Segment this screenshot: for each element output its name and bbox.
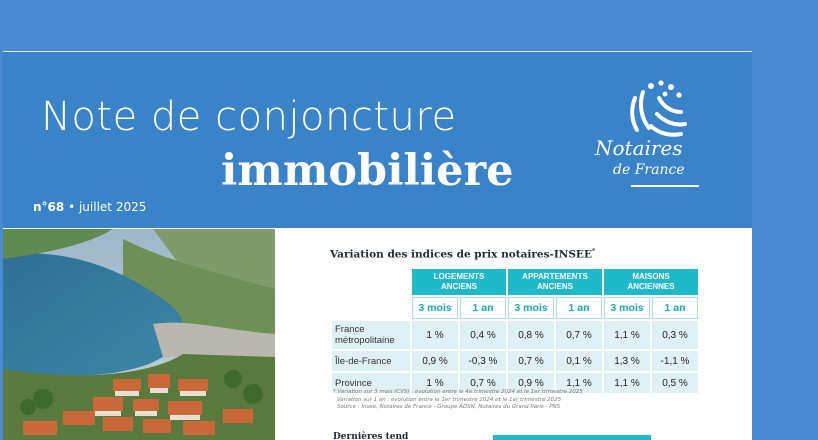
table-cell: 1 % [412, 373, 458, 393]
footnote-3-mois: * Variation sur 3 mois (CVS) : évolution entre le 4e trimestre 2024 et le 1er trimestre 2025 [333, 389, 583, 395]
subheader-3-mois: 3 mois [604, 297, 650, 319]
table-cell: 0,5 % [652, 373, 698, 393]
issue-number: n°68 [33, 200, 65, 214]
subheader-3-mois: 3 mois [508, 297, 554, 319]
price-index-table [330, 267, 700, 395]
table-cell: 1,3 % [604, 351, 650, 371]
group-header-maisons [604, 269, 698, 295]
document-page [3, 51, 752, 440]
table-group-header-row [332, 269, 698, 295]
table-cell: 0,4 % [460, 321, 506, 349]
table-footnotes [333, 389, 583, 412]
table-cell: 0,9 % [508, 373, 554, 393]
subheader-1-an: 1 an [652, 297, 698, 319]
footnote-1-an: Variation sur 1 an : évolution entre le 1er trimestre 2024 et le 1er trimestre 2025 [337, 396, 562, 403]
table-title-text: Variation des indices de prix notaires-INSEE [330, 248, 592, 261]
row-label-ile-de-france: Île-de-France [332, 351, 410, 371]
city-river-photo [3, 229, 275, 440]
row-label-line1: France [335, 324, 365, 335]
footnote-source: Source : Insee, Notaires de France - Groupe ADSN, Notaires du Grand Paris - PNS [337, 404, 561, 410]
row-label-line2: métropolitaine [335, 335, 395, 346]
logo-text-de-france: de France [613, 162, 685, 178]
subheader-1-an: 1 an [556, 297, 602, 319]
group-header-line2: ANCIENNES [627, 282, 675, 291]
table-row [332, 321, 698, 349]
table-cell: 0,1 % [556, 351, 602, 371]
table-cell: 1,1 % [604, 321, 650, 349]
next-section-title: Dernières tend [333, 432, 409, 440]
table-cell: 0,3 % [652, 321, 698, 349]
issue-separator: • [64, 200, 79, 214]
table-cell: 0,8 % [508, 321, 554, 349]
header-banner [3, 51, 752, 228]
group-header-line2: ANCIENS [440, 282, 477, 291]
group-header-line1: MAISONS [632, 272, 670, 281]
table-subheader-spacer [332, 297, 410, 319]
table-cell: 1 % [412, 321, 458, 349]
title-line2: immobilière [221, 146, 514, 196]
table-title-mark: * [591, 248, 596, 255]
table-cell: 1,1 % [604, 373, 650, 393]
teal-bar [493, 435, 651, 440]
group-header-logements [412, 269, 506, 295]
table-cell: 0,7 % [460, 373, 506, 393]
table-row [332, 351, 698, 371]
subheader-3-mois: 3 mois [412, 297, 458, 319]
table-cell: -1,1 % [652, 351, 698, 371]
table-cell: 0,9 % [412, 351, 458, 371]
row-label-france [332, 321, 410, 349]
table-cell: 0,7 % [508, 351, 554, 371]
table-cell: 0,7 % [556, 321, 602, 349]
logo-text-notaires: Notaires [595, 136, 683, 160]
table-title [330, 248, 595, 261]
table-corner [332, 269, 410, 295]
issue-info [33, 200, 146, 214]
notaires-logo-icon [621, 78, 693, 140]
title-line1: Note de conjoncture [41, 94, 457, 140]
group-header-line1: LOGEMENTS [433, 272, 485, 281]
table-cell: -0,3 % [460, 351, 506, 371]
logo-underline [631, 185, 699, 187]
group-header-appartements [508, 269, 602, 295]
table-subheader-row [332, 297, 698, 319]
group-header-line1: APPARTEMENTS [522, 272, 588, 281]
table-cell: 1,1 % [556, 373, 602, 393]
group-header-line2: ANCIENS [536, 282, 573, 291]
row-label-province: Province [332, 373, 410, 393]
issue-date: juillet 2025 [78, 200, 147, 214]
subheader-1-an: 1 an [460, 297, 506, 319]
